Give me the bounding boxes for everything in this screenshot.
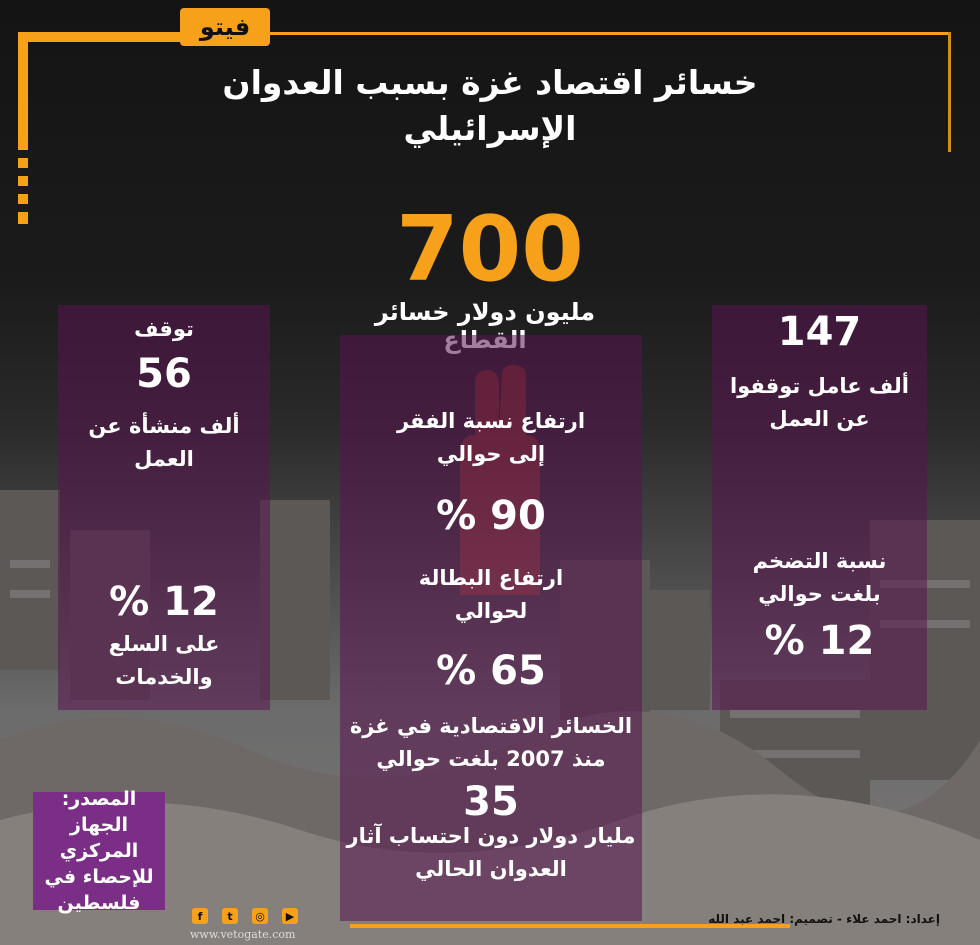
label-line: الخسائر الاقتصادية في غزة	[349, 714, 633, 738]
frame-stripe	[18, 186, 32, 194]
label-line: العمل	[134, 447, 194, 471]
frame-stripe	[18, 150, 32, 158]
label-line: ألف عامل توقفوا	[730, 374, 909, 398]
left-number-prices: 12 %	[109, 579, 219, 625]
losses-unit-label	[330, 820, 652, 886]
label-line: منذ 2007 بلغت حوالي	[376, 747, 606, 771]
source-line: المركزي	[59, 840, 139, 862]
frame-top-left-bar	[18, 32, 188, 42]
veto-logo[interactable]: فيتو	[180, 8, 270, 46]
title-line: الإسرائيلي	[403, 109, 577, 148]
right-label-workers	[712, 370, 927, 436]
source-line: للإحصاء في	[44, 866, 154, 888]
label-line: ألف منشأة عن	[88, 414, 240, 438]
frame-top-line	[218, 32, 948, 35]
poverty-label	[340, 405, 642, 471]
frame-stripe	[18, 168, 32, 176]
left-label-facilities	[58, 410, 270, 476]
twitter-icon[interactable]: t	[222, 908, 238, 924]
label-line: ارتفاع نسبة الفقر	[396, 409, 586, 433]
label-line: نسبة التضخم	[752, 549, 887, 573]
website-link[interactable]: www.vetogate.com	[190, 928, 296, 941]
unemployment-label	[340, 562, 642, 628]
losses-label	[330, 710, 652, 776]
label-line: عن العمل	[769, 407, 870, 431]
right-number-workers: 147	[777, 309, 862, 355]
losses-value: 35	[463, 779, 519, 825]
title-line: خسائر اقتصاد غزة بسبب العدوان	[222, 63, 758, 102]
headline-number: 700	[396, 197, 584, 302]
credits: إعداد: احمد علاء - تصميم: احمد عبد الله	[708, 912, 940, 926]
instagram-icon[interactable]: ◎	[252, 908, 268, 924]
left-label-stop: توقف	[134, 317, 194, 341]
label-line: مليار دولار دون احتساب آثار	[346, 824, 636, 848]
frame-left-bar	[18, 32, 28, 224]
label-line: لحوالي	[454, 599, 528, 623]
inflation-label	[712, 545, 927, 611]
social-icons	[192, 908, 322, 924]
label-line: ارتفاع البطالة	[418, 566, 564, 590]
label-line: إلى حوالي	[436, 442, 546, 466]
label-line: بلغت حوالي	[758, 582, 881, 606]
frame-stripe	[18, 204, 32, 212]
label-line: والخدمات	[115, 665, 213, 689]
poverty-value: 90 %	[436, 493, 546, 539]
source-line: المصدر: الجهاز	[61, 788, 137, 836]
inflation-value: 12 %	[764, 618, 875, 664]
frame-right-line	[948, 32, 951, 152]
page-title	[200, 60, 780, 152]
label-line: العدوان الحالي	[415, 857, 567, 881]
unemployment-value: 65 %	[436, 648, 546, 694]
left-label-prices	[58, 628, 270, 694]
raised-hand-icon	[440, 365, 550, 595]
youtube-icon[interactable]: ▶	[282, 908, 298, 924]
facebook-icon[interactable]: f	[192, 908, 208, 924]
headline-caption: مليون دولار خسائر	[374, 298, 596, 326]
label-line: على السلع	[108, 632, 220, 656]
left-number-facilities: 56	[136, 351, 192, 397]
source-line: فلسطين	[57, 892, 141, 914]
source-box	[33, 788, 165, 914]
